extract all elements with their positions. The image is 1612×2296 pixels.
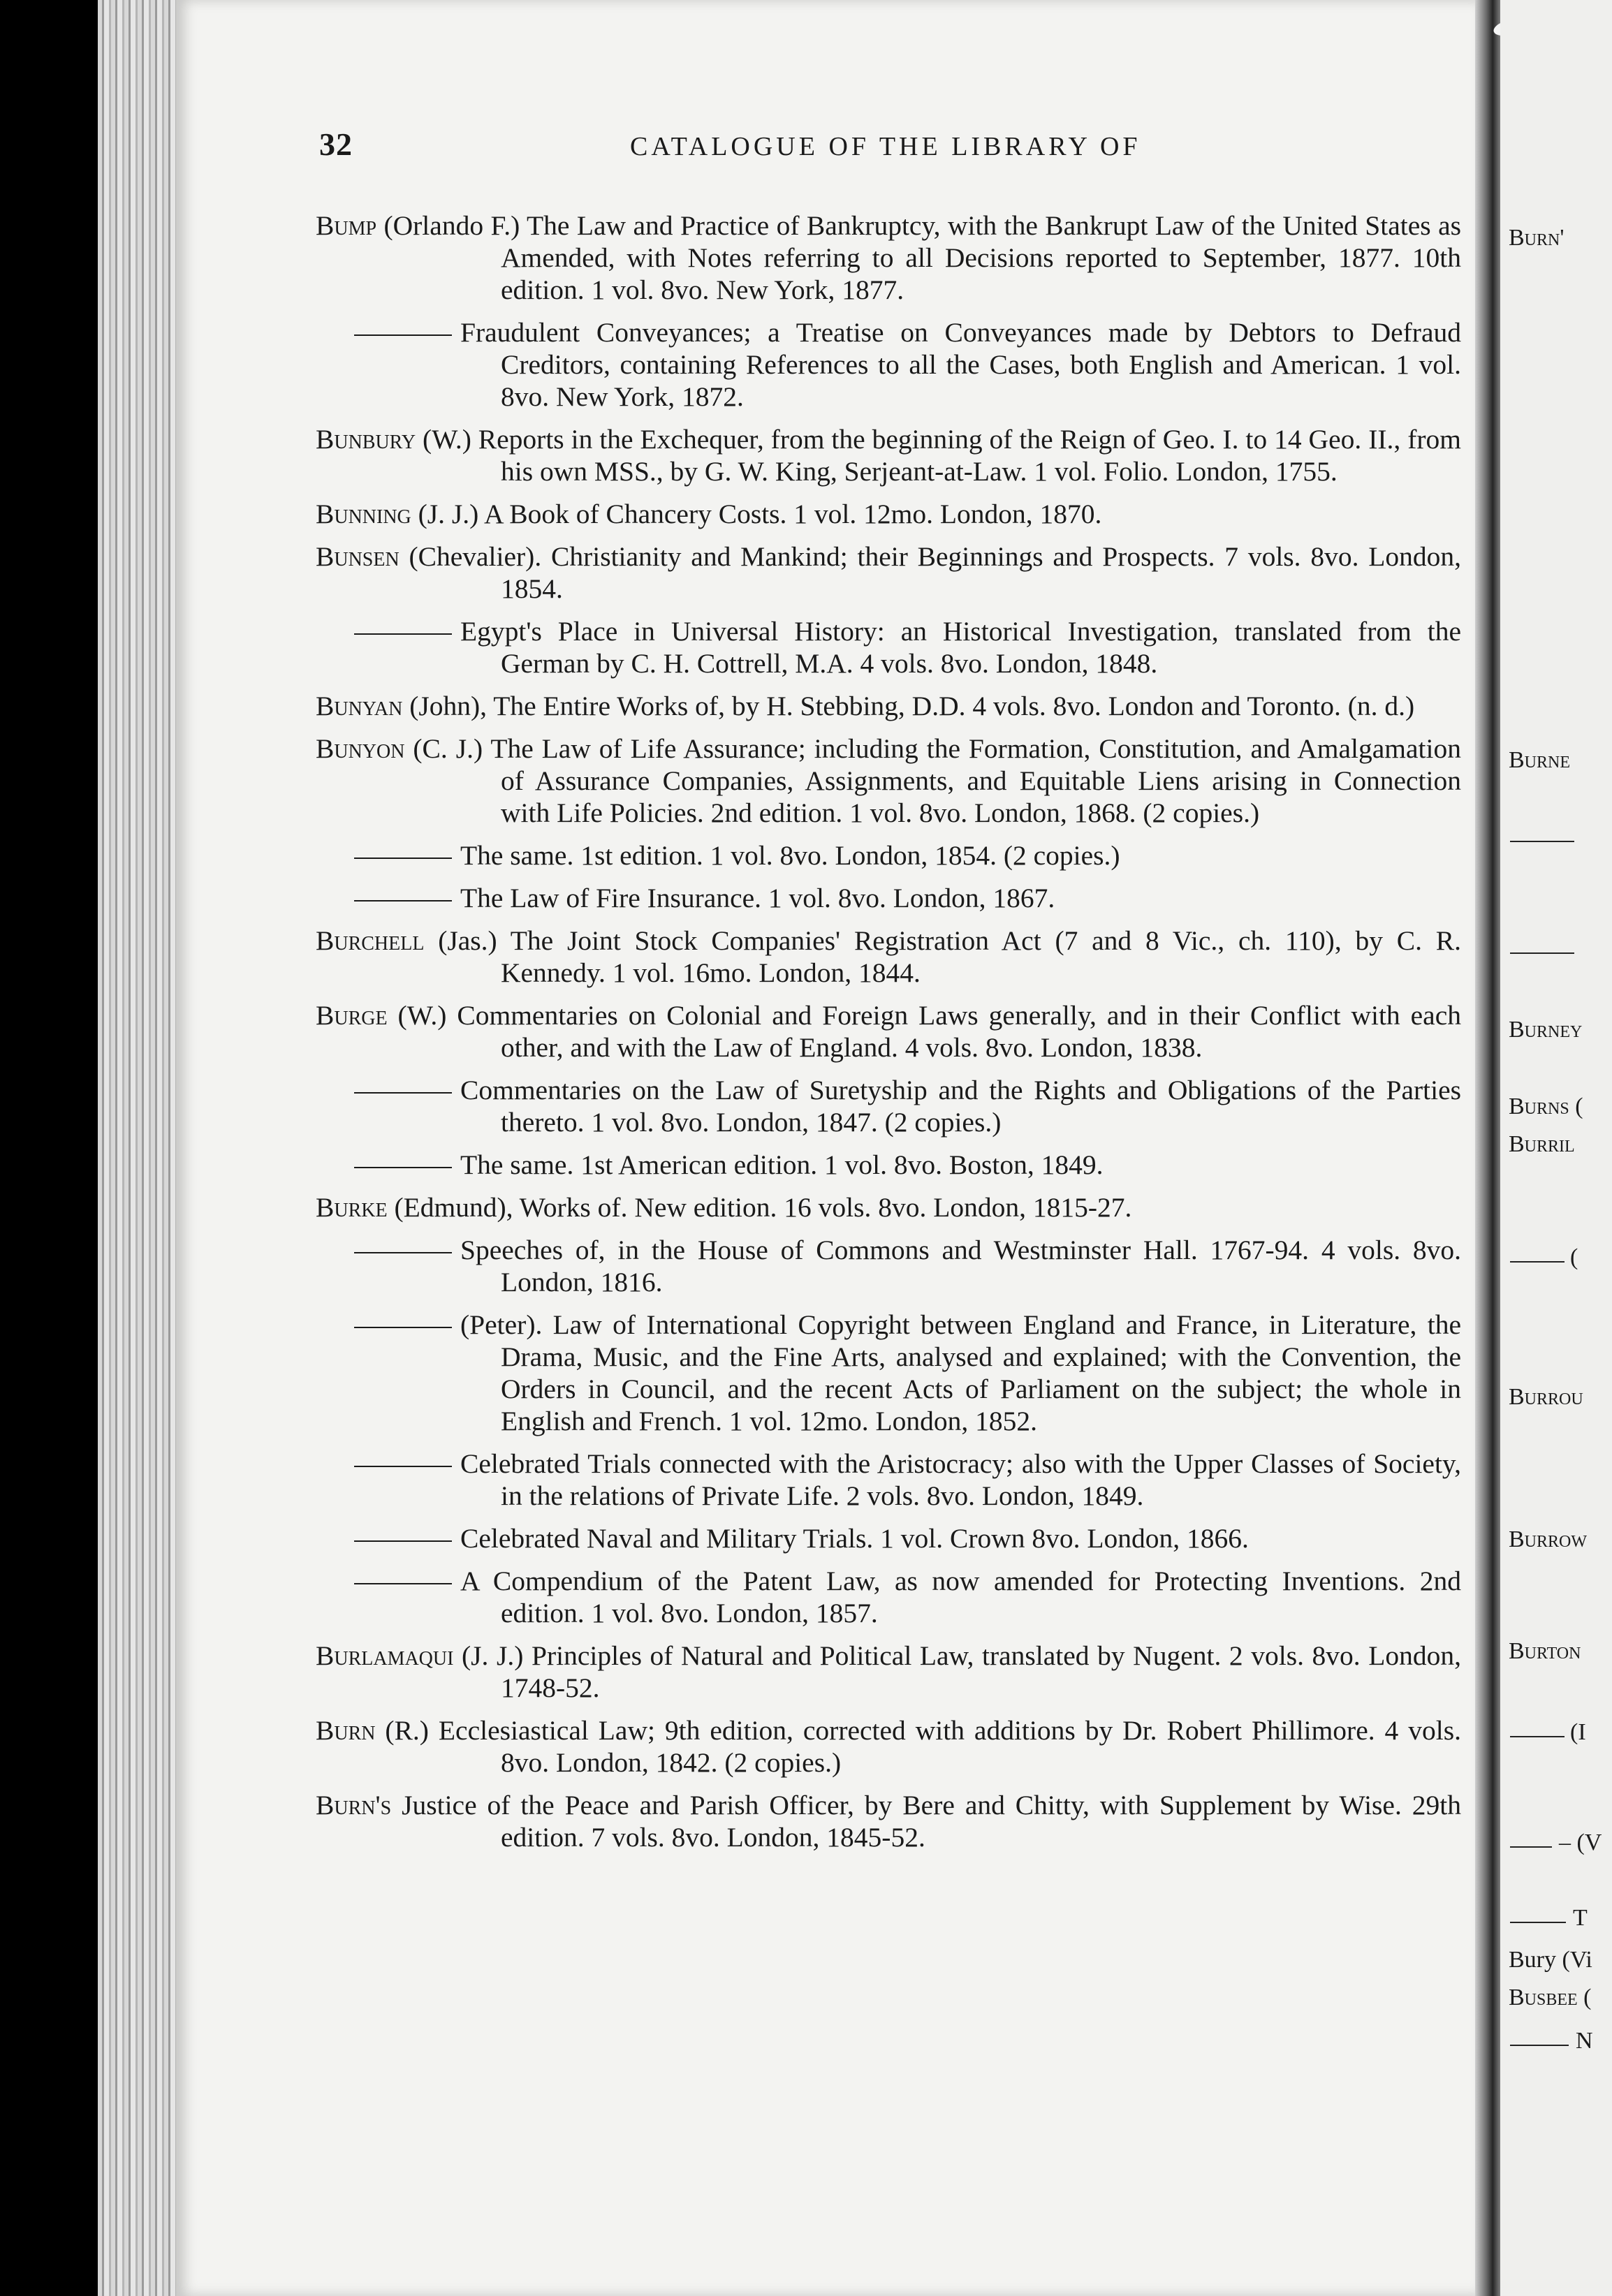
catalogue-entry <box>316 540 1461 605</box>
entry-text: The Law of Fire Insurance. 1 vol. 8vo. London, 1867. <box>460 883 1055 913</box>
entry-author: Burn <box>316 1715 376 1746</box>
catalogue-entry <box>316 925 1461 989</box>
page-edges <box>98 0 182 2296</box>
facing-page-fragment: Burne <box>1509 747 1571 773</box>
entry-text: (W.) Commentaries on Colonial and Foreign Laws generally, and in their Conflict with each other, and with the Law of England. 4 vols. 8vo. London, 1838. <box>387 1000 1461 1063</box>
entry-author: Bunyan <box>316 691 403 721</box>
catalogue-entry <box>316 733 1461 829</box>
catalogue-entry <box>316 209 1461 306</box>
entry-author: Burlamaqui <box>316 1640 454 1671</box>
ditto-dash <box>1510 2045 1569 2046</box>
catalogue-entry <box>316 615 1461 679</box>
entry-text: (C. J.) The Law of Life Assurance; including the Formation, Constitution, and Amalgamation of Assurance Companies, Assignments, and Equitable Liens arising in Connection with Life Policies. 2nd edition. 1 vol. 8vo. London, 1868. (2 copies.) <box>404 733 1461 828</box>
entry-text: Egypt's Place in Universal History: an Historical Investigation, translated from the German by C. H. Cottrell, M.A. 4 vols. 8vo. London, 1848. <box>460 616 1461 679</box>
entry-text: (Peter). Law of International Copyright between England and France, in Literature, the Drama, Music, and the Fine Arts, analysed and explained; with the Convention, the Orders in Council, and the recent Acts of Parliament on the subject; the whole in English and French. 1 vol. 12mo. London, 1852. <box>460 1309 1461 1436</box>
entry-text: Fraudulent Conveyances; a Treatise on Conveyances made by Debtors to Defraud Creditors, containing References to all the Cases, both English and American. 1 vol. 8vo. New York, 1872. <box>460 317 1461 412</box>
ditto-dash <box>1510 1736 1565 1737</box>
entry-author: Bunsen <box>316 541 400 572</box>
catalogue-entry <box>316 1149 1461 1181</box>
entry-text: Justice of the Peace and Parish Officer, by Bere and Chitty, with Supplement by Wise. 29th edition. 7 vols. 8vo. London, 1845-52. <box>391 1790 1461 1853</box>
catalogue-entry <box>316 316 1461 413</box>
facing-page-fragment: ( <box>1570 1244 1578 1270</box>
entry-text: (Orlando F.) The Law and Practice of Bankruptcy, with the Bankrupt Law of the United States as Amended, with Notes referring to all Decisions reported to September, 1877. 10th edition. 1 vol. 8vo. New York, 1877. <box>376 210 1461 305</box>
catalogue-entry <box>316 1448 1461 1512</box>
ditto-dash <box>354 1540 452 1542</box>
entry-text: (W.) Reports in the Exchequer, from the beginning of the Reign of Geo. I. to 14 Geo. II., from his own MSS., by G. W. King, Serjeant-at-Law. 1 vol. Folio. London, 1755. <box>416 424 1461 487</box>
ditto-dash <box>1510 1846 1552 1848</box>
ditto-dash <box>1510 1922 1566 1923</box>
catalogue-entry <box>316 839 1461 871</box>
facing-page-fragment: (I <box>1570 1719 1586 1745</box>
facing-page-fragment: Burrow <box>1509 1526 1588 1552</box>
ditto-dash <box>354 1466 452 1467</box>
entry-author: Bunyon <box>316 733 405 764</box>
book-gutter <box>1475 0 1500 2296</box>
ditto-dash <box>1510 841 1574 842</box>
entry-text: The same. 1st American edition. 1 vol. 8vo. Boston, 1849. <box>460 1149 1104 1180</box>
entry-text: Commentaries on the Law of Suretyship and the Rights and Obligations of the Parties thereto. 1 vol. 8vo. London, 1847. (2 copies.) <box>460 1075 1461 1138</box>
entry-text: (John), The Entire Works of, by H. Stebbing, D.D. 4 vols. 8vo. London and Toronto. (n. d.) <box>402 691 1415 721</box>
catalogue-entry <box>316 690 1461 722</box>
ditto-dash <box>354 1252 452 1253</box>
catalogue-entry <box>316 1714 1461 1779</box>
entry-text: Speeches of, in the House of Commons and Westminster Hall. 1767-94. 4 vols. 8vo. London, 1816. <box>460 1235 1461 1297</box>
entry-text: (Chevalier). Christianity and Mankind; their Beginnings and Prospects. 7 vols. 8vo. London, 1854. <box>399 541 1461 604</box>
entry-text: Celebrated Naval and Military Trials. 1 vol. Crown 8vo. London, 1866. <box>460 1523 1249 1554</box>
catalogue-entry <box>316 1640 1461 1704</box>
catalogue-entry <box>316 1074 1461 1138</box>
facing-page-fragment: Burton <box>1509 1638 1581 1664</box>
entry-text: (Edmund), Works of. New edition. 16 vols. 8vo. London, 1815-27. <box>387 1192 1132 1223</box>
running-head: CATALOGUE OF THE LIBRARY OF <box>630 132 1141 161</box>
facing-page-fragment: – (V <box>1559 1830 1602 1855</box>
ditto-dash <box>354 1583 452 1584</box>
entry-author: Bunning <box>316 499 411 529</box>
catalogue-entry <box>316 1309 1461 1437</box>
entry-author: Burn's <box>316 1790 392 1820</box>
catalogue-entry <box>316 1234 1461 1298</box>
facing-page-fragment: N <box>1576 2028 1593 2054</box>
facing-page-fragment: Burns ( <box>1509 1094 1583 1119</box>
book-page <box>176 0 1475 2296</box>
ditto-dash <box>354 900 452 902</box>
ditto-dash <box>1510 1261 1565 1263</box>
facing-page-fragment: Burney <box>1509 1017 1583 1043</box>
entry-text: Celebrated Trials connected with the Aristocracy; also with the Upper Classes of Society, in the relations of Private Life. 2 vols. 8vo. London, 1849. <box>460 1448 1461 1511</box>
facing-page-fragment: Burn' <box>1509 225 1565 251</box>
entry-text: (J. J.) Principles of Natural and Political Law, translated by Nugent. 2 vols. 8vo. London, 1748-52. <box>453 1640 1461 1703</box>
ditto-dash <box>354 1327 452 1328</box>
catalogue-entry <box>316 1789 1461 1853</box>
ditto-dash <box>354 633 452 635</box>
catalogue-entry <box>316 999 1461 1064</box>
ditto-dash <box>354 334 452 336</box>
ditto-dash <box>354 1092 452 1094</box>
entry-text: (Jas.) The Joint Stock Companies' Registration Act (7 and 8 Vic., ch. 110), by C. R. Kennedy. 1 vol. 16mo. London, 1844. <box>424 925 1461 988</box>
catalogue-entry <box>316 423 1461 487</box>
entry-text: (R.) Ecclesiastical Law; 9th edition, corrected with additions by Dr. Robert Phillimore. 4 vols. 8vo. London, 1842. (2 copies.) <box>375 1715 1461 1778</box>
ditto-dash <box>354 858 452 859</box>
facing-page-fragment: Bury (Vi <box>1509 1947 1592 1973</box>
catalogue-entries <box>316 209 1461 1864</box>
catalogue-entry <box>316 1565 1461 1629</box>
entry-text: (J. J.) A Book of Chancery Costs. 1 vol. 12mo. London, 1870. <box>411 499 1102 529</box>
entry-author: Burke <box>316 1192 388 1223</box>
entry-author: Burchell <box>316 925 425 956</box>
ditto-dash <box>1510 952 1574 954</box>
entry-author: Burge <box>316 1000 388 1031</box>
entry-author: Bump <box>316 210 377 241</box>
facing-page-fragment: Burrou <box>1509 1384 1583 1410</box>
facing-page <box>1500 0 1612 2296</box>
page-number: 32 <box>319 126 353 162</box>
catalogue-entry <box>316 1522 1461 1554</box>
facing-page-fragment: T <box>1573 1905 1588 1931</box>
ditto-dash <box>354 1167 452 1168</box>
entry-text: The same. 1st edition. 1 vol. 8vo. London, 1854. (2 copies.) <box>460 840 1120 871</box>
catalogue-entry <box>316 1191 1461 1223</box>
entry-text: A Compendium of the Patent Law, as now amended for Protecting Inventions. 2nd edition. 1 vol. 8vo. London, 1857. <box>460 1566 1461 1628</box>
facing-page-fragment: Burril <box>1509 1131 1575 1157</box>
catalogue-entry <box>316 882 1461 914</box>
catalogue-entry <box>316 498 1461 530</box>
facing-page-fragment: Busbee ( <box>1509 1985 1592 2010</box>
entry-author: Bunbury <box>316 424 416 455</box>
